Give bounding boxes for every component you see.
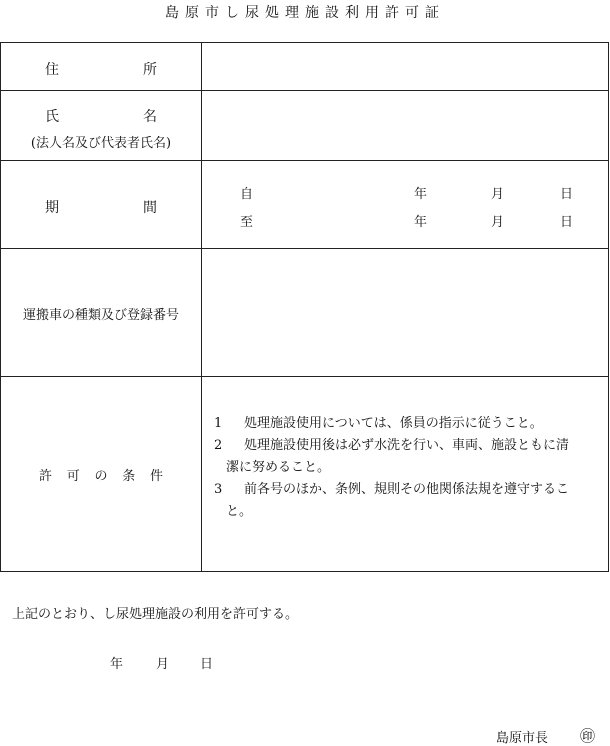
period-label [1,161,202,248]
address-label-char-2: 所 [143,62,157,78]
condition-number: 2 [214,438,223,453]
name-row [1,91,608,161]
permit-statement: 上記のとおり、し尿処理施設の利用を許可する。 [12,607,299,622]
name-sublabel: (法人名及び代表者氏名) [30,136,172,151]
issue-date-day: 日 [200,657,214,672]
name-value-field[interactable] [202,91,608,160]
address-label-char-1: 住 [45,62,59,78]
period-to-year: 年 [414,215,428,230]
name-label-char-1: 氏 [45,109,59,125]
condition-item [214,435,604,479]
conditions-label [1,377,202,571]
condition-number: 3 [214,482,223,497]
condition-text: 前各号のほか、条例、規則その他関係法規を遵守するこ [244,482,570,497]
condition-text: 処理施設使用後は必ず水洗を行い、車両、施設ともに清 [244,438,570,453]
conditions-label-char-3: の [94,469,108,484]
vehicle-label-cell [1,249,202,376]
period-row [1,161,608,249]
document-title: 島原市し尿処理施設利用許可証 [165,5,445,21]
vehicle-row [1,249,608,377]
address-label [1,43,202,90]
condition-item [214,479,604,523]
address-value-field[interactable] [202,43,608,90]
period-to-label: 至 [240,215,254,230]
condition-item [214,413,604,435]
conditions-label-char-2: 可 [66,469,80,484]
permit-form-table [0,42,609,572]
condition-text-continued: と。 [226,504,253,519]
issue-date-month: 月 [156,657,170,672]
vehicle-label: 運搬車の種類及び登録番号 [22,308,179,323]
conditions-label-char-5: 件 [149,469,163,484]
period-value-field[interactable] [202,161,608,248]
period-label-char-1: 期 [45,200,59,216]
condition-text: 処理施設使用については、係員の指示に従うこと。 [244,416,543,431]
name-label-char-2: 名 [143,109,157,125]
issuer-name: 島原市長 [496,731,549,746]
period-from-year: 年 [414,187,428,202]
condition-number: 1 [214,416,223,431]
conditions-row [1,377,608,571]
conditions-label-char-4: 条 [122,469,136,484]
conditions-label-char-1: 許 [39,469,53,484]
vehicle-value-field[interactable] [202,249,608,376]
period-label-char-2: 間 [143,200,157,216]
seal-mark: ㊞ [580,727,596,745]
address-row [1,43,608,91]
name-label [1,91,202,160]
period-from-month: 月 [491,187,505,202]
period-from-day: 日 [560,187,574,202]
period-from-label: 自 [240,187,254,202]
conditions-list [202,377,608,571]
period-to-month: 月 [491,215,505,230]
issue-date-year: 年 [110,657,124,672]
period-to-day: 日 [560,215,574,230]
condition-text-continued: 潔に努めること。 [226,460,331,475]
